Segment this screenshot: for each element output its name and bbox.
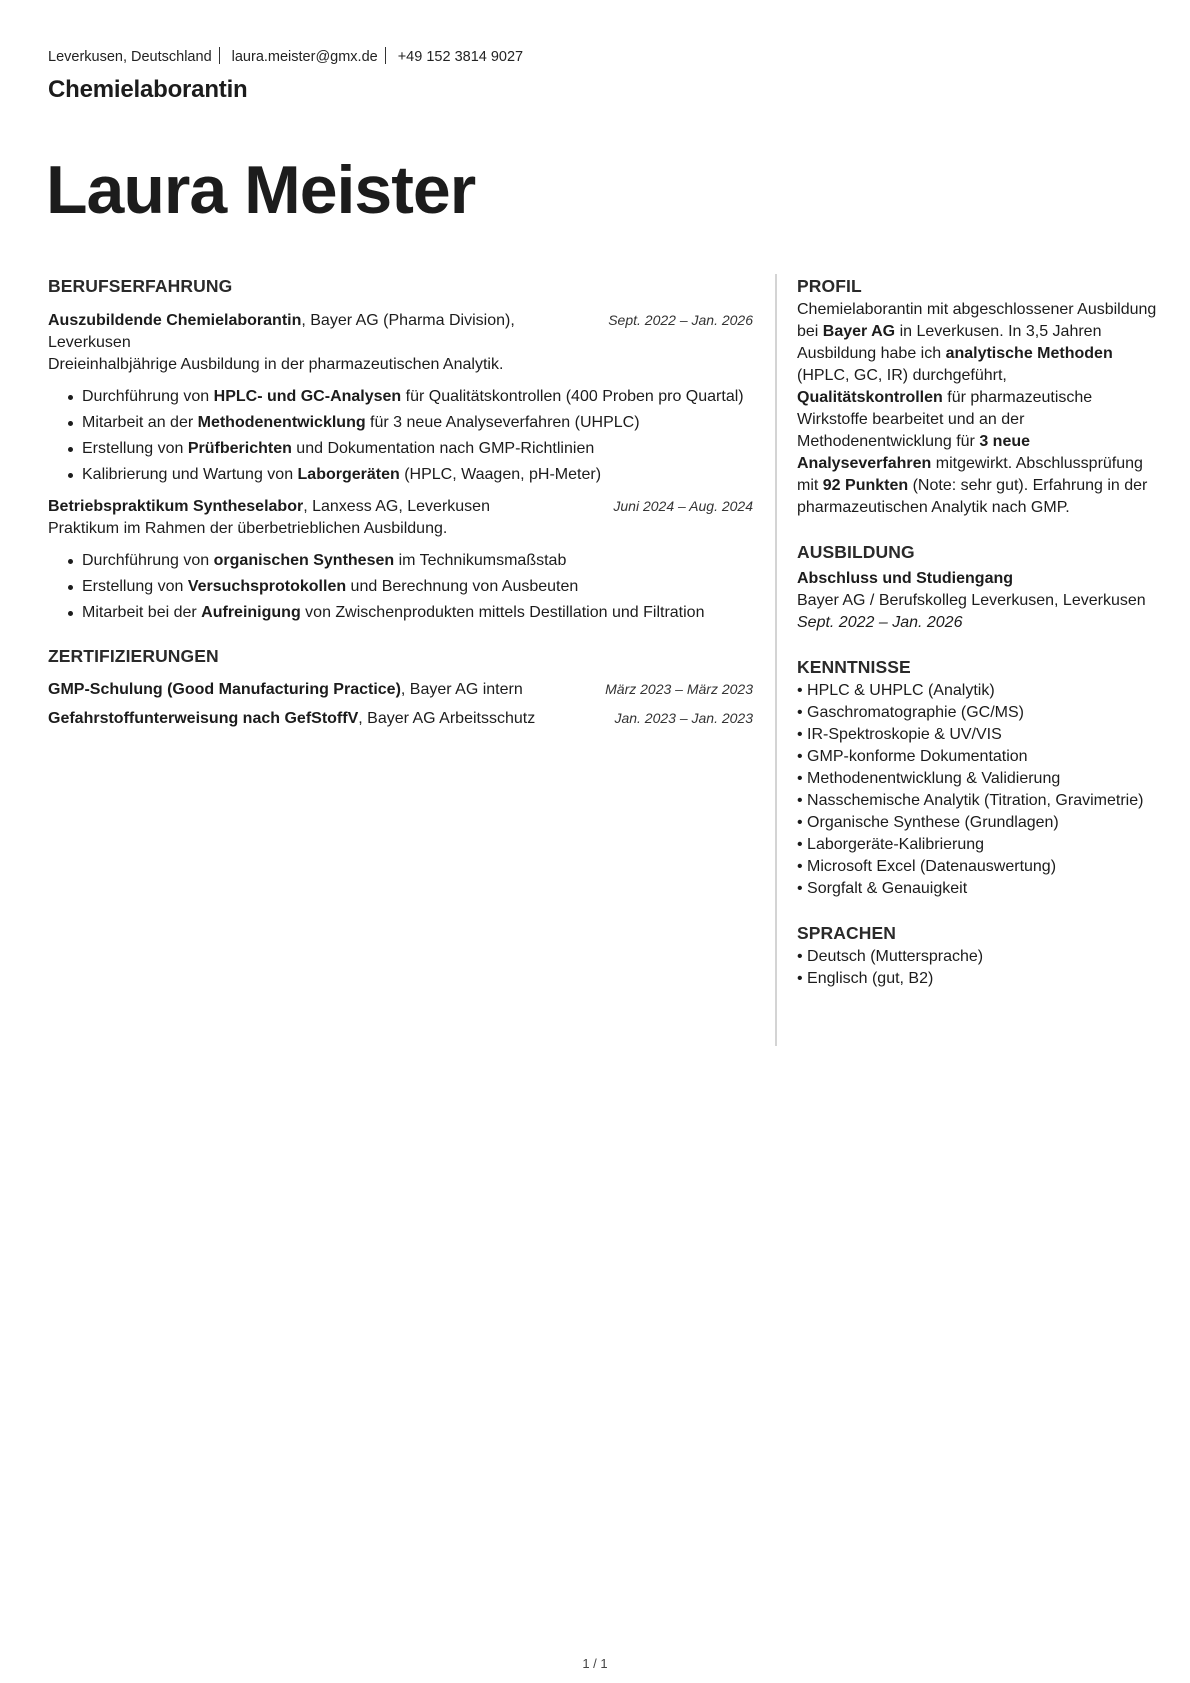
cert-name: GMP-Schulung (Good Manufacturing Practice) xyxy=(48,681,401,698)
skill-item: • Laborgeräte-Kalibrierung xyxy=(797,834,1157,856)
entry-header xyxy=(48,496,753,518)
skill-item: • Gaschromatographie (GC/MS) xyxy=(797,702,1157,724)
education-school: Bayer AG / Berufskolleg Leverkusen, Leverkusen xyxy=(797,592,1146,609)
entry-role: Betriebspraktikum Syntheselabor xyxy=(48,497,304,515)
entry-org: , Lanxess AG, Leverkusen xyxy=(303,497,490,515)
entry-bullets xyxy=(48,386,753,486)
bullet-item: Mitarbeit bei der Aufreinigung von Zwischenprodukten mittels Destillation und Filtration xyxy=(48,602,753,624)
right-column xyxy=(797,275,1157,990)
bullet-item: Erstellung von Versuchsprotokollen und Berechnung von Ausbeuten xyxy=(48,576,753,598)
language-item: • Englisch (gut, B2) xyxy=(797,968,1157,990)
education-section xyxy=(797,541,1157,634)
entry-role: Auszubildende Chemielaborantin xyxy=(48,312,302,329)
certification-item xyxy=(48,708,753,730)
bullet-item: Mitarbeit an der Methodenentwicklung für 3 neue Analyseverfahren (UHPLC) xyxy=(48,412,753,434)
skill-item: • Microsoft Excel (Datenauswertung) xyxy=(797,856,1157,878)
profile-text: Chemielaborantin mit abgeschlossener Ausbildung bei Bayer AG in Leverkusen. In 3,5 Jahren Ausbildung habe ich analytische Methoden (HPLC, GC, IR) durchgeführt, Qualitätskontrollen für pharmazeutische Wirkstoffe bearbeitet und an der Methodenentwicklung für 3 neue Analyseverfahren mitgewirkt. Abschlussprüfung mit 92 Punkten (Note: sehr gut). Erfahrung in der pharmazeutischen Analytik nach GMP. xyxy=(797,301,1157,516)
skill-item: • Organische Synthese (Grundlagen) xyxy=(797,812,1157,834)
entry-summary: Dreieinhalbjährige Ausbildung in der pharmazeutischen Analytik. xyxy=(48,356,504,373)
experience-section xyxy=(48,275,753,623)
language-item: • Deutsch (Muttersprache) xyxy=(797,946,1157,968)
contact-phone[interactable]: +49 152 3814 9027 xyxy=(397,49,524,65)
certifications-section xyxy=(48,645,753,730)
contact-email[interactable]: laura.meister@gmx.de xyxy=(231,49,378,65)
languages-section xyxy=(797,922,1157,990)
page-number: 1 / 1 xyxy=(582,1656,608,1671)
cert-date: März 2023 – März 2023 xyxy=(605,681,753,697)
section-heading: SPRACHEN xyxy=(797,923,897,943)
job-title: Chemielaborantin xyxy=(48,76,248,103)
profile-section xyxy=(797,275,1157,519)
bullet-item: Erstellung von Prüfberichten und Dokumentation nach GMP-Richtlinien xyxy=(48,438,753,460)
skill-item: • Methodenentwicklung & Validierung xyxy=(797,768,1157,790)
education-date: Sept. 2022 – Jan. 2026 xyxy=(797,614,963,631)
left-column xyxy=(48,275,753,730)
section-heading: AUSBILDUNG xyxy=(797,542,915,562)
contact-line xyxy=(48,47,523,66)
contact-location: Leverkusen, Deutschland xyxy=(48,49,212,65)
bullet-item: Kalibrierung und Wartung von Laborgeräten (HPLC, Waagen, pH-Meter) xyxy=(48,464,753,486)
section-heading: KENNTNISSE xyxy=(797,657,911,677)
certification-item xyxy=(48,679,753,701)
section-heading: ZERTIFIZIERUNGEN xyxy=(48,646,219,666)
languages-list xyxy=(797,946,1157,990)
separator xyxy=(385,47,386,64)
cert-date: Jan. 2023 – Jan. 2023 xyxy=(614,710,753,726)
candidate-name: Laura Meister xyxy=(46,152,476,228)
skill-item: • Sorgfalt & Genauigkeit xyxy=(797,878,1157,900)
cert-issuer: , Bayer AG Arbeitsschutz xyxy=(358,710,536,727)
entry-summary: Praktikum im Rahmen der überbetrieblichen Ausbildung. xyxy=(48,519,448,537)
entry-header xyxy=(48,310,753,354)
experience-entry xyxy=(48,496,753,624)
cert-issuer: , Bayer AG intern xyxy=(400,681,523,698)
bullet-item: Durchführung von HPLC- und GC-Analysen für Qualitätskontrollen (400 Proben pro Quartal) xyxy=(48,386,753,408)
entry-bullets xyxy=(48,550,753,624)
entry-date: Juni 2024 – Aug. 2024 xyxy=(613,497,753,514)
skill-item: • HPLC & UHPLC (Analytik) xyxy=(797,680,1157,702)
bullet-item: Durchführung von organischen Synthesen im Technikumsmaßstab xyxy=(48,550,753,572)
skills-section xyxy=(797,656,1157,900)
education-degree: Abschluss und Studiengang xyxy=(797,570,1014,587)
skill-item: • Nasschemische Analytik (Titration, Gravimetrie) xyxy=(797,790,1157,812)
cert-name: Gefahrstoffunterweisung nach GefStoffV xyxy=(48,710,359,727)
experience-entry xyxy=(48,310,753,486)
skill-item: • IR-Spektroskopie & UV/VIS xyxy=(797,724,1157,746)
section-heading: PROFIL xyxy=(797,276,862,296)
separator xyxy=(219,47,220,64)
skill-item: • GMP-konforme Dokumentation xyxy=(797,746,1157,768)
section-heading: BERUFSERFAHRUNG xyxy=(48,276,233,296)
entry-org: , Bayer AG (Pharma Division), Leverkusen xyxy=(48,312,515,351)
entry-date: Sept. 2022 – Jan. 2026 xyxy=(608,312,753,328)
skills-list xyxy=(797,680,1157,900)
column-divider xyxy=(775,274,777,1046)
